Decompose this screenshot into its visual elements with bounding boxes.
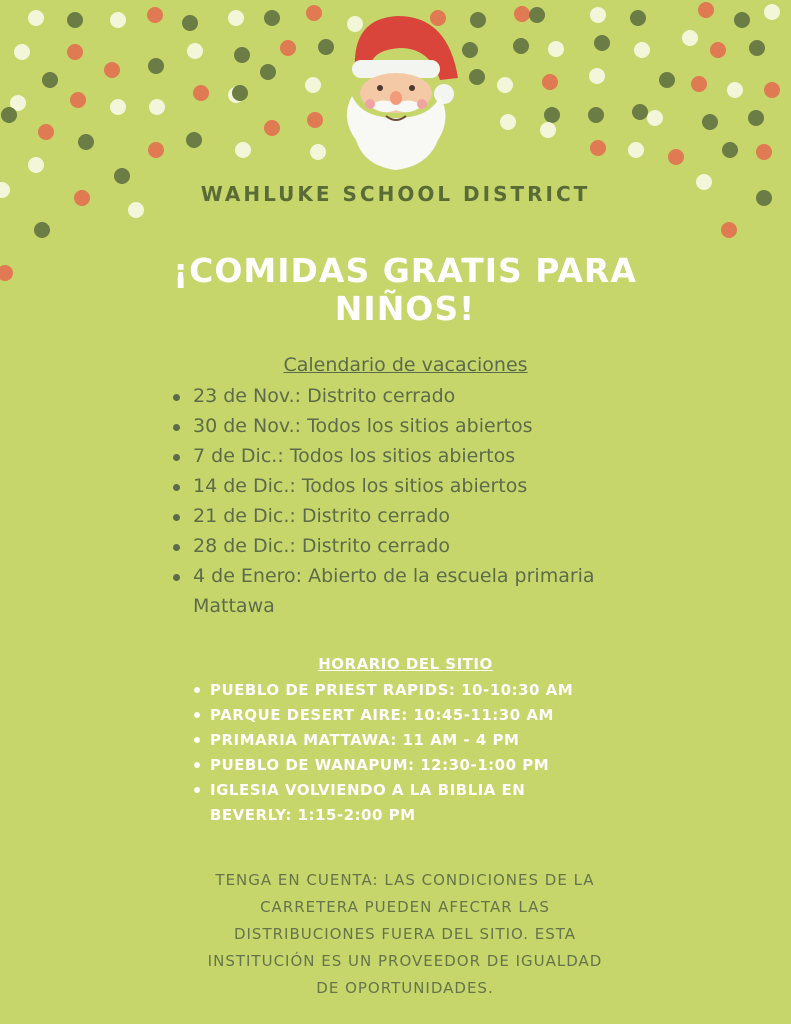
site-hours-title: HORARIO DEL SITIO	[318, 655, 493, 673]
notice-line: CARRETERA PUEDEN AFECTAR LAS	[260, 898, 550, 916]
calendar-item	[193, 561, 693, 621]
headline-line-1: ¡COMIDAS GRATIS PARA	[173, 251, 637, 290]
calendar-item: 7 de Dic.: Todos los sitios abiertos	[193, 441, 693, 471]
hat-pompom-icon	[434, 84, 454, 104]
calendar-item: 28 de Dic.: Distrito cerrado	[193, 531, 693, 561]
calendar-list	[193, 381, 693, 621]
notice-line: DISTRIBUCIONES FUERA DEL SITIO. ESTA	[233, 925, 577, 943]
notice-line: TENGA EN CUENTA: LAS CONDICIONES DE LA	[215, 871, 595, 889]
calendar-title: Calendario de vacaciones	[283, 354, 528, 376]
site-hours-item: PUEBLO DE WANAPUM: 12:30-1:00 PM	[210, 753, 650, 778]
site-hours-item-line-2: BEVERLY: 1:15-2:00 PM	[210, 806, 416, 824]
calendar-item-line-1: 4 de Enero: Abierto de la escuela primaria	[193, 565, 595, 587]
site-hours-item	[210, 778, 650, 828]
site-hours-item: PUEBLO DE PRIEST RAPIDS: 10-10:30 AM	[210, 678, 650, 703]
headline	[140, 252, 670, 328]
district-name: WAHLUKE SCHOOL DISTRICT	[200, 182, 591, 206]
site-hours-item: PRIMARIA MATTAWA: 11 AM - 4 PM	[210, 728, 650, 753]
santa-nose	[390, 91, 402, 105]
notice-line: INSTITUCIÓN ES UN PROVEEDOR DE IGUALDAD	[207, 952, 603, 970]
site-hours-item: PARQUE DESERT AIRE: 10:45-11:30 AM	[210, 703, 650, 728]
notice-line: DE OPORTUNIDADES.	[316, 979, 494, 997]
calendar-item: 30 de Nov.: Todos los sitios abiertos	[193, 411, 693, 441]
santa-cheek-right	[417, 99, 427, 109]
calendar-item: 21 de Dic.: Distrito cerrado	[193, 501, 693, 531]
santa-illustration	[330, 8, 460, 178]
site-hours-item-line-1: IGLESIA VOLVIENDO A LA BIBLIA EN	[210, 781, 526, 799]
site-hours-list	[210, 678, 650, 828]
calendar-item: 23 de Nov.: Distrito cerrado	[193, 381, 693, 411]
calendar-item-line-2: Mattawa	[193, 595, 275, 617]
santa-eye-left	[377, 85, 383, 91]
headline-line-2: NIÑOS!	[334, 289, 476, 328]
santa-cheek-left	[365, 99, 375, 109]
notice-text	[180, 867, 630, 1002]
santa-eye-right	[409, 85, 415, 91]
calendar-item: 14 de Dic.: Todos los sitios abiertos	[193, 471, 693, 501]
